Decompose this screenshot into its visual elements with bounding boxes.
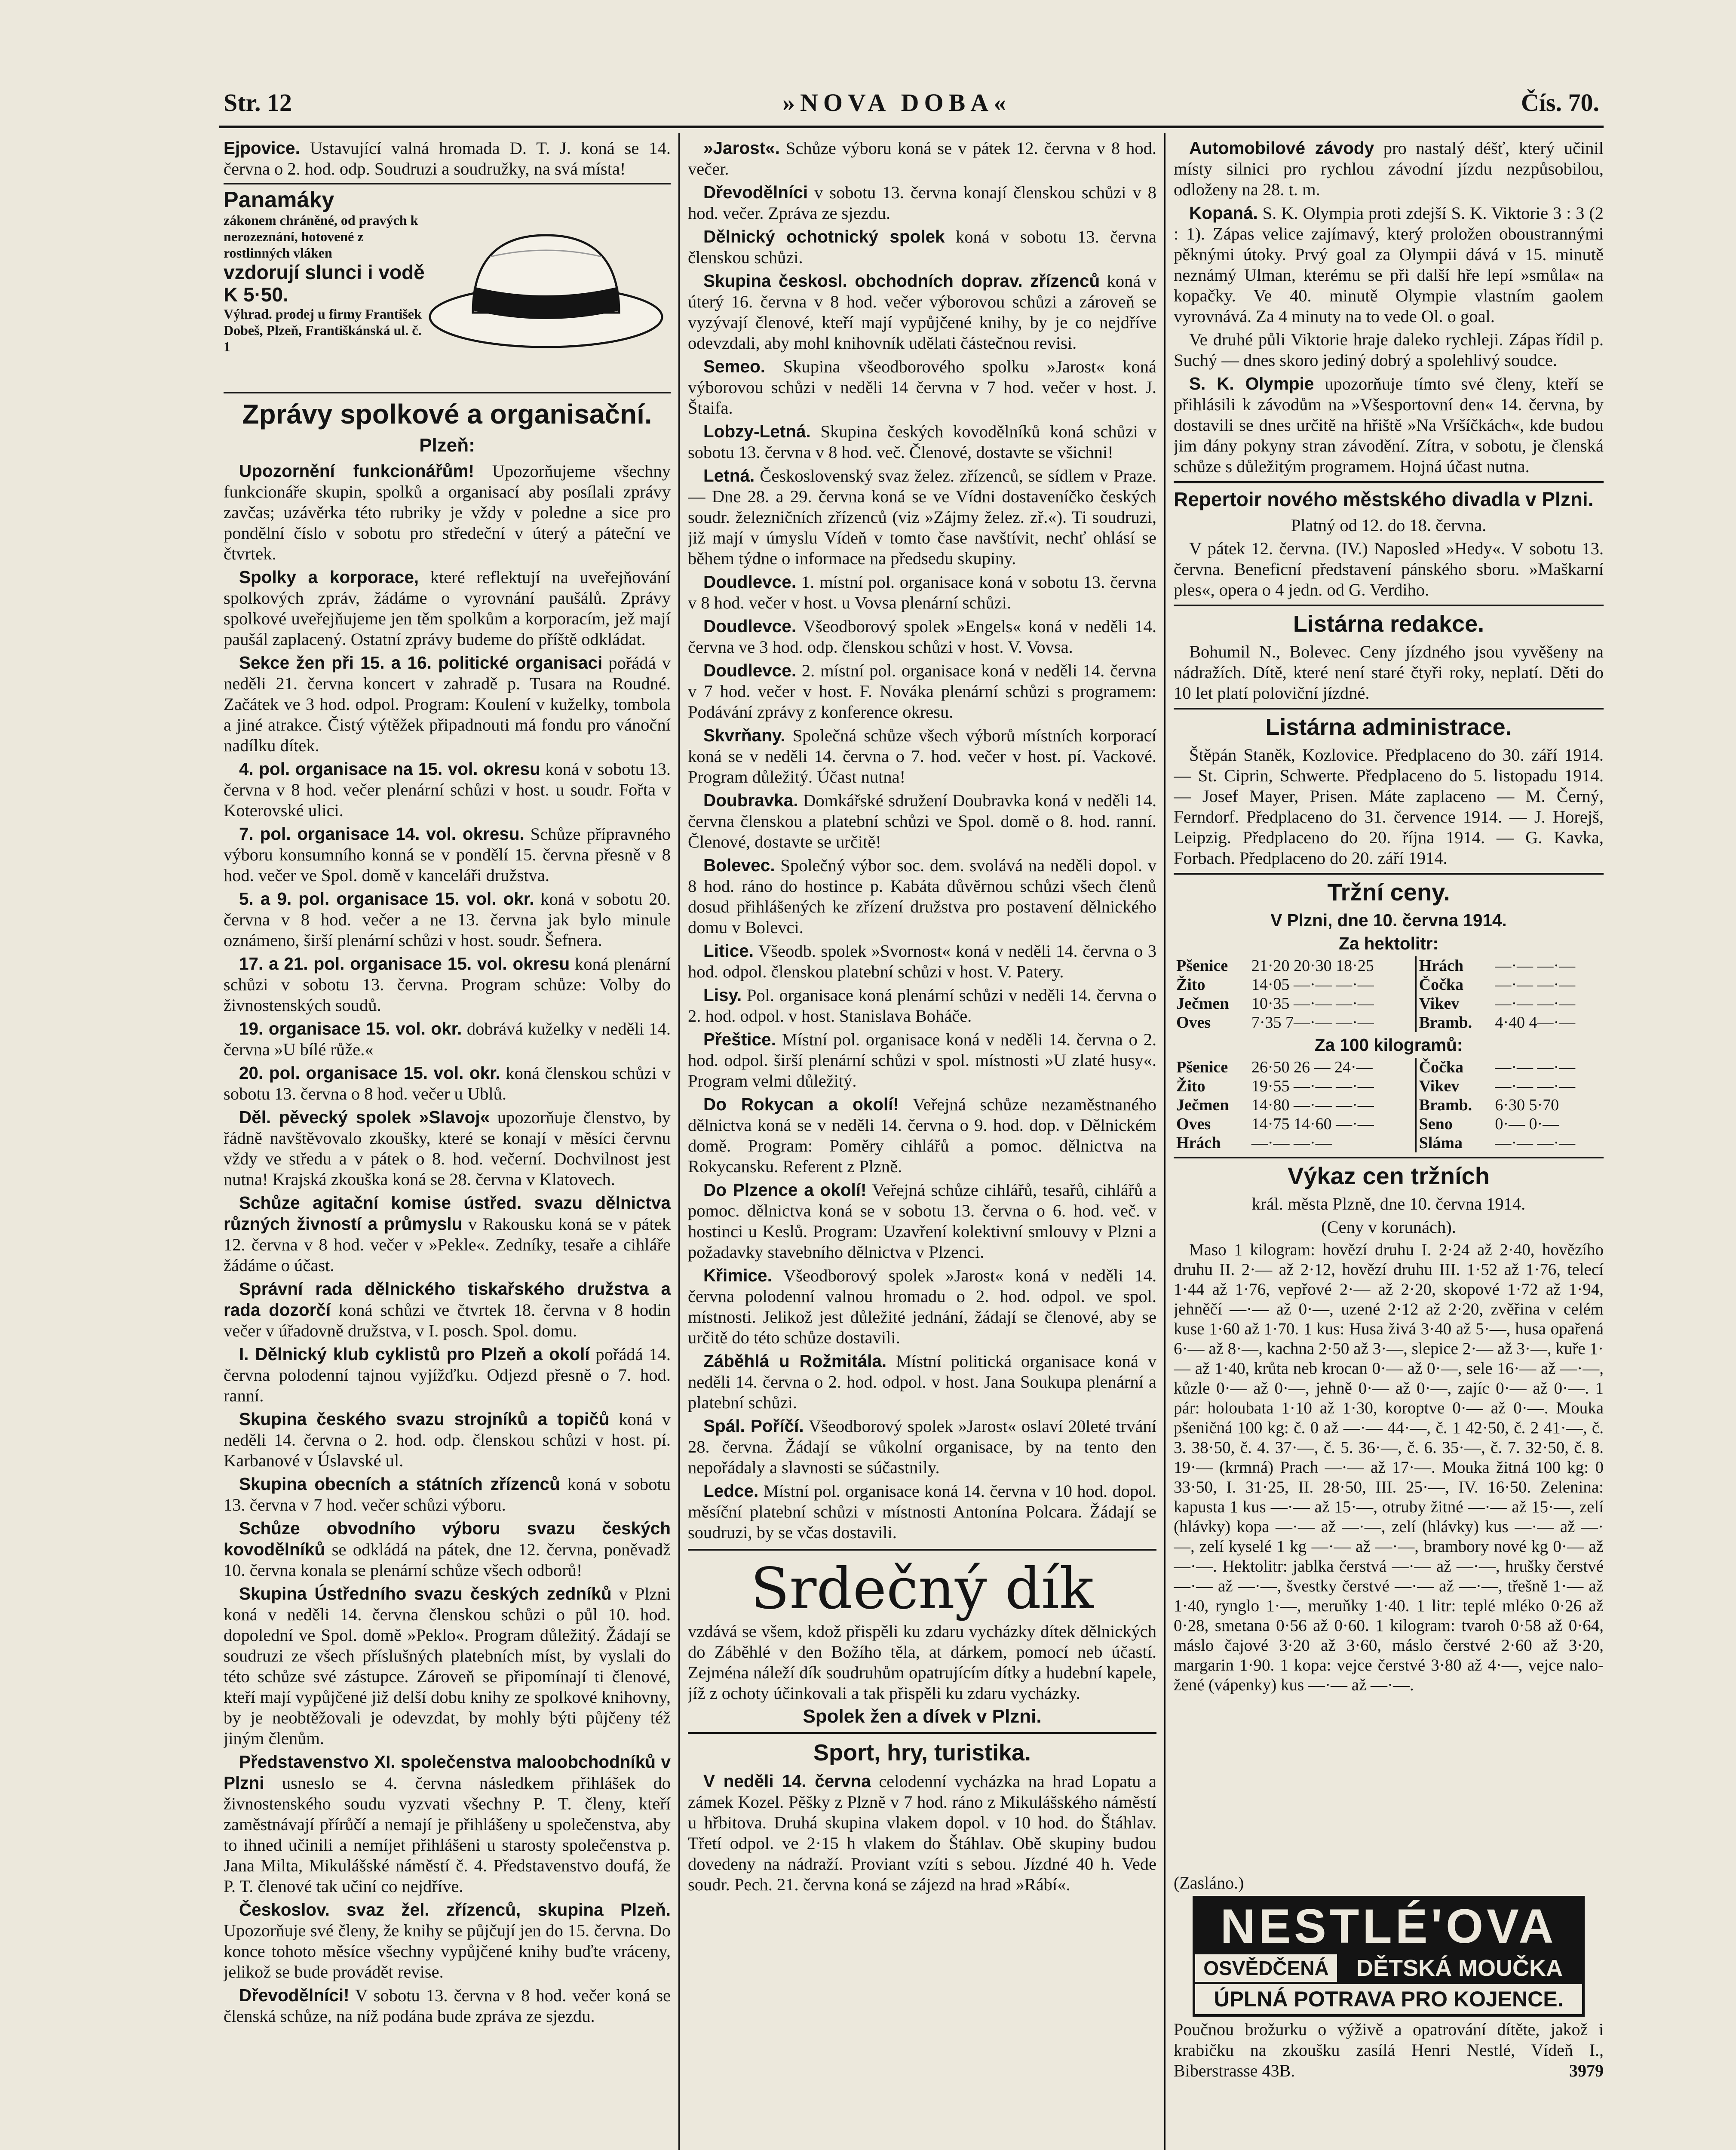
column-1	[224, 138, 671, 2150]
notice-text: V sobotu 13. června v 8 hod. večer koná se členská schůze, na níž podána bude zpráva ze sjezdu.	[224, 1986, 671, 2026]
notice-text: Veřejná schůze cihlářů, tesařů, cihlářů a pomoc. dělnictva koná se v sobotu 13. června o 6. hod. več. v hostinci u Keslů. Program: Uzavření kolektivní smlouvy v Plzni a požadavky stavebního dělnictva v Plzenci.	[688, 1180, 1156, 1262]
notice-9	[224, 1107, 671, 1190]
notice-heading: Doudlevce.	[703, 616, 797, 636]
notice-heading: Do Plzence a okolí!	[703, 1180, 867, 1200]
divider	[1174, 605, 1604, 606]
notice-text: 2. místní pol. organisace koná v neděli 14. června v 7 hod. večer v host. F. Nováka plenární schůzi s programem: Podávání zprávy z konference okresu.	[688, 661, 1156, 722]
notice-text: Skupina českých kovodělníků koná schůzi v sobotu 13. června v 8 hod. več. Členové, dostavte se všichni!	[688, 422, 1156, 462]
market-row	[1174, 975, 1604, 994]
header-rule	[219, 126, 1604, 128]
notice-heading: Spolky a korporace,	[239, 567, 419, 587]
market-row	[1174, 1115, 1604, 1133]
notice-text: Všeodb. spolek »Svornost« koná v neděli 14. června o 3 hod. odpol. členskou platební schůzi v host. V. Patery.	[688, 941, 1156, 981]
market-row	[1174, 1096, 1604, 1115]
notice-text: v Plzni koná v neděli 14. června členskou schůzi o půl 10. hod. dopolední ve Spol. domě »Peklo«. Program důležitý. Žádají se soudruzi ze všech příslušných platebních míst, by vyslali do této schůze své zástupce. Zároveň se připomínají ti členové, kteří mají vypůjčené již delší dobu knihy ze spolkové knihovny, by je neobtěžovali je odevzdat, by mohly býti půjčeny též jiným členům.	[224, 1584, 671, 1748]
notice-heading: Přeštice.	[703, 1029, 776, 1049]
notice-heading: Správní rada dělnického tiskařského družstva a rada dozorčí	[224, 1279, 671, 1320]
commodity-price: —·— —·—	[1495, 976, 1576, 994]
nestle-line-2	[1195, 1954, 1582, 1982]
divider	[688, 1549, 1156, 1551]
masthead-title: »NOVA DOBA«	[782, 89, 1012, 117]
section-subtitle: Plzeň:	[419, 435, 475, 456]
notice-8	[224, 1063, 671, 1104]
commodity-name: Oves	[1176, 1014, 1211, 1032]
column-3-notices	[1174, 138, 1604, 477]
commodity-name: Vikev	[1416, 1077, 1492, 1096]
divider	[224, 392, 671, 393]
nestle-line-3: ÚPLNÁ POTRAVA PRO KOJENCE.	[1195, 1982, 1582, 2014]
commodity-name: Bramb.	[1416, 1096, 1492, 1115]
notice-text: Schůze přípravného výboru konsumního konná se v pondělí 15. června přesně v 8 hod. večer ve Spol. domě v kanceláři družstva.	[224, 824, 671, 885]
notice-17	[688, 1179, 1156, 1262]
commodity-name: Bramb.	[1416, 1013, 1492, 1032]
thanks-text: vzdává se všem, kdož přispěli ku zdaru vycházky dítek dělnických do Záběhlé v den Božího těla, at dárkem, pomocí neb účastí. Zejména náleží dík soudruhům opatrujícím dítky a hudební kapele, jíž z ochoty účinkovali a tak přispěli ku zdaru vycházky.	[688, 1622, 1156, 1703]
commodity-price: 7·35 7—·— —·—	[1251, 1014, 1374, 1032]
column-divider-2	[1164, 133, 1166, 2150]
notice-heading: Skvrňany.	[703, 725, 785, 745]
repertoire-text: V pátek 12. června. (IV.) Naposled »Hedy«. V sobotu 13. června. Beneficní představení pánského sboru. »Maškarní ples«, opera o 4 jedn. od G. Verdiho.	[1174, 539, 1604, 599]
column-2-notices	[688, 138, 1156, 1543]
commodity-price: —·— —·—	[1495, 957, 1576, 975]
notice-13	[224, 1409, 671, 1471]
notice-text: Schůze výboru koná se v pátek 12. června v 8 hod. večer.	[688, 138, 1156, 178]
notice-10	[224, 1192, 671, 1276]
notice-text: se odkládá na pátek, dne 12. června, poněvadž 10. června konala se plenární schůze všech odborů!	[224, 1540, 671, 1580]
notice-3	[688, 270, 1156, 353]
notice-text: Společná schůze všech výborů místních korporací koná se v neděli 14. června o 7. hod. večer v host. pí. Vackové. Program důležitý. Účast nutna!	[688, 726, 1156, 786]
commodity-price: 14·05 —·— —·—	[1251, 976, 1374, 994]
commodity-name: Žito	[1176, 976, 1205, 994]
notice-heading: Sekce žen při 15. a 16. politické organisaci	[239, 653, 603, 673]
nestle-note: (Zasláno.)	[1174, 1873, 1244, 1892]
notice-text: Místní pol. organisace koná 14. června v 10 hod. dopol. měsíční platební schůzi v místnosti Antonína Polcara. Žádají se soudruzi, by se včas dostavili.	[688, 1481, 1156, 1542]
vykaz-title: Výkaz cen tržních	[1288, 1162, 1490, 1189]
commodity-price: —·— —·—	[1495, 995, 1576, 1013]
notice-14	[224, 1474, 671, 1515]
commodity-price: 21·20 20·30 18·25	[1251, 957, 1374, 975]
hat-ad-line-3: Výhrad. prodej u firmy František Dobeš, Plzeň, Františkánská ul. č. 1	[224, 306, 422, 354]
notice-heading: Letná.	[703, 466, 755, 485]
hat-ad-line-1: zákonem chráněné, od pravých k nerozeznání, hotovené z rostlinných vláken	[224, 212, 418, 261]
sport-notice-text: Ve druhé půli Viktorie hraje daleko rychleji. Zápas řídil p. Suchý — dnes skoro jediný dobrý a spolehlivý soudce.	[1174, 330, 1604, 370]
notice-text: Všeodborový spolek »Jarost« oslaví 20leté trvání 28. června. Žádají se vůkolní organisace, by na tento den nepořádaly a slavnosti se súčastnily.	[688, 1416, 1156, 1477]
listarna-administrace-text: Štěpán Staněk, Kozlovice. Předplaceno do 30. září 1914. — St. Ciprin, Schwerte. Předplaceno do 5. listopadu 1914. — Josef Mayer, Prisen. Máte zaplaceno — M. Černý, Ferndorf. Předplaceno do 31. července 1914. — J. Horejš, Leipzig. Předplaceno do 20. října 1914. — G. Kavka, Forbach. Předplaceno do 20. září 1914.	[1174, 745, 1604, 868]
nestle-proven: OSVĚDČENÁ	[1203, 1957, 1329, 1979]
notice-12	[688, 855, 1156, 938]
notice-heading: Litice.	[703, 941, 754, 961]
notice-16	[224, 1583, 671, 1749]
commodity-name: Čočka	[1416, 1058, 1492, 1077]
notice-20	[688, 1416, 1156, 1478]
commodity-name: Sláma	[1416, 1133, 1492, 1152]
notice-ejpovice: Ejpovice. Ustavující valná hromada D. T. J. koná se 14. června o 2. hod. odp. Soudruzi a soudružky, na svá místa!	[224, 138, 671, 178]
notice-heading: »Jarost«.	[703, 138, 780, 158]
notice-5	[688, 421, 1156, 463]
listarna-redakce-title: Listárna redakce.	[1293, 611, 1484, 637]
notice-heading: Bolevec.	[703, 855, 775, 875]
commodity-name: Pšenice	[1176, 1058, 1228, 1076]
notice-2	[224, 652, 671, 756]
repertoire-subtitle: Platný od 12. do 18. června.	[1291, 516, 1487, 535]
notice-8	[688, 616, 1156, 657]
notice-12	[224, 1344, 671, 1406]
notice-9	[688, 660, 1156, 722]
sport-notice: V neděli 14. června celodenní vycházka na hrad Lopatu a zámek Kozel. Pěšky z Plzně v 7 hod. ráno z Mikulášského náměstí u hřbitova. Druhá skupina vlakem dopol. v 10 hod. do Štáhlav. Třetí odpol. ve 2·15 h vlakem do Štáhlav. Obě skupiny budou dovedeny na nádraží. Proviant vzíti s sebou. Jízdné 40 h. Vede soudr. Pech. 21. června koná se zájezd na hrad »Rábí«.	[688, 1771, 1156, 1894]
notice-text: Skupina všeodborového spolku »Jarost« koná výborovou schůzi v neděli 14 června v 7 hod. večer v host. J. Štaifa.	[688, 357, 1156, 418]
commodity-name: Ječmen	[1176, 1096, 1229, 1114]
notice-text: v sobotu 13. června konají členskou schůzi v 8 hod. večer. Zpráva ze sjezdu.	[688, 183, 1156, 223]
notice-text: Veřejná schůze nezaměstnaného dělnictva koná se v neděli 14. června o 9. hod. dop. v Dělnickém domě. Program: Poměry cihlářů a pomoc. dělnictva na Rokycansku. Referent z Plzně.	[688, 1095, 1156, 1176]
notice-6	[224, 953, 671, 1016]
notice-heading: Lisy.	[703, 985, 742, 1005]
notice-text: které reflektují na uveřejňování spolkových zpráv, žádáme o vyrovnání paušálů. Zprávy spolkové uveřejňujeme jen těm spolkům a korporacím, jež mají paušál zaplacený. Ostatní zprávy budeme do příště odkládat.	[224, 568, 671, 649]
notice-text: Upozorňujeme všechny funkcionáře skupin, spolků a organisací aby posílali zprávy zavčas; uzávěrka této rubriky je vždy v poledne a sice pro pondělní číslo v sobotu pro středeční v úterý a páteční ve čtvrtek.	[224, 461, 671, 563]
notice-4	[688, 356, 1156, 418]
notice-19	[688, 1351, 1156, 1413]
sport-notice-text: pro nastalý déšť, který učinil místy silnici pro rychlou závodní jízdu nezpůsobilou, odloženy na 28. t. m.	[1174, 138, 1604, 199]
market-row	[1174, 956, 1604, 975]
sport-notice-heading: Kopaná.	[1189, 203, 1258, 223]
notice-heading: I. Dělnický klub cyklistů pro Plzeň a okolí	[239, 1344, 590, 1364]
notice-heading: Křimice.	[703, 1265, 772, 1285]
notice-2	[688, 226, 1156, 268]
divider	[1174, 481, 1604, 483]
page-number: Str. 12	[224, 89, 292, 117]
sport-notice-3	[1174, 373, 1604, 477]
notice-18	[224, 1899, 671, 1982]
notice-10	[688, 725, 1156, 787]
notice-heading: Schůze obvodního výboru svazu českých kovodělníků	[224, 1518, 671, 1559]
notice-heading: Dělnický ochotnický spolek	[703, 227, 945, 246]
commodity-price: —·— —·—	[1495, 1134, 1576, 1152]
notice-heading: 17. a 21. pol. organisace 15. vol. okresu	[239, 954, 570, 974]
market-row	[1174, 1133, 1604, 1152]
commodity-price: —·— —·—	[1251, 1134, 1332, 1152]
commodity-price: 19·55 —·— —·—	[1251, 1077, 1374, 1095]
notice-4	[224, 823, 671, 886]
notice-heading: Dřevodělníci	[703, 182, 808, 202]
market-table-hectolitre	[1174, 956, 1604, 1032]
notice-heading: Schůze agitační komise ústřed. svazu dělnictva různých živností a průmyslu	[224, 1193, 671, 1234]
notice-text: usneslo se 4. června následkem přihlášek do živnostenského soudu vyzvati všechny P. T. členy, kteří zaměstnávají přírůčí a nemají je přihlášeny u společenstva, aby to ihned učinili a nemíjet přihlášeni u starosty společenstva p. Jana Milta, Mikulášské náměstí č. 4. Představenstvo doufá, že P. T. členové tak učiní co nejdříve.	[224, 1773, 671, 1896]
notice-text: koná v úterý 16. června v 8 hod. večer výborovou schůzi a zároveň se vyzývají členové, kteří mají vypůjčené knihy, by je co nejdříve odevzdali, aby mohl knihovník udělati částečnou revisi.	[688, 271, 1156, 353]
notice-text: Domkářské sdružení Doubravka koná v neděli 14. června členskou a platební schůzi ve Spol. domě o 8. hod. ranní. Členové, dostavte se určitě!	[688, 791, 1156, 851]
market-row	[1174, 1013, 1604, 1032]
notice-heading: 19. organisace 15. vol. okr.	[239, 1019, 462, 1038]
notice-text: Místní pol. organisace koná v neděli 14. června o 2. hod. odpol. širší plenární schůzi v spol. místnosti »U zlaté husy«. Program velmi důležitý.	[688, 1030, 1156, 1090]
notice-text: Upozorňuje své členy, že knihy se půjčují jen do 15. června. Do konce tohoto měsíce všechny vypůjčené knihy buďte vráceny, jelikož se bude provádět revise.	[224, 1921, 671, 1981]
notice-7	[224, 1018, 671, 1060]
commodity-name: Vikev	[1416, 994, 1492, 1013]
sport-notice-0	[1174, 138, 1604, 200]
notice-7	[688, 571, 1156, 613]
notice-19	[224, 1985, 671, 2027]
hat-ad-line-2: vzdorují slunci i vodě K 5·50.	[224, 261, 425, 306]
notice-heading: Skupina Ústředního svazu českých zedníků	[239, 1584, 612, 1603]
vykaz-subtitle-2: (Ceny v korunách).	[1321, 1217, 1456, 1237]
hat-ad-heading: Panamáky	[224, 187, 334, 212]
notice-17	[224, 1751, 671, 1897]
notice-text: Všeodborový spolek »Jarost« koná v neděli 14. června polodenní valnou hromadu o 2. hod. odpol. ve spol. místnosti. Jelikož jest důležité jednání, žádají se členové, aby se určitě do této schůze dostavili.	[688, 1266, 1156, 1347]
notice-heading: Představenstvo XI. společenstva maloobchodníků v Plzni	[224, 1752, 671, 1793]
notice-text: upozorňuje členstvo, by řádně navštěvovalo zkoušky, které se konají v měsíci červnu vždy ve středu a v pátek o 8. hod. večerní. Dochvilnost jest nutna! Krajská zkouška koná se 28. června v Klatovech.	[224, 1108, 671, 1189]
sport-notice-2	[1174, 329, 1604, 371]
notice-heading: Doudlevce.	[703, 572, 797, 592]
notice-text: Místní politická organisace koná v neděli 14. června o 2. hod. odpol. v host. Jana Soukupa plenární a platební schůzi.	[688, 1351, 1156, 1412]
nestle-logo-box	[1193, 1896, 1585, 2017]
notice-heading: Do Rokycan a okolí!	[703, 1094, 899, 1114]
commodity-name: Hrách	[1416, 956, 1492, 975]
notice-heading: Ledce.	[703, 1481, 759, 1501]
notice-text: pořádá v neděli 21. června koncert v zahradě p. Tusara na Roudné. Začátek ve 3 hod. odpol. Program: Koulení v kuželky, tombola a jiné atrakce. Čistý výtěžek připadnouti má fondu pro vánoční nadílku dítek.	[224, 653, 671, 755]
notice-21	[688, 1480, 1156, 1543]
market-unit-hectolitre: Za hektolitr:	[1339, 934, 1438, 953]
notice-text: koná v sobotu 13. června členskou schůzi.	[688, 227, 1156, 267]
notice-heading: Doubravka.	[703, 790, 798, 810]
notice-0	[224, 461, 671, 564]
column-divider-1	[678, 133, 680, 2150]
notice-text: Společný výbor soc. dem. svolává na neděli dopol. v 8 hod. ráno do hostince p. Kabáta důvěrnou schůzi všech členů dosud přihlášených ke zřízení družstva pro postavení dělnického domu v Bolevci.	[688, 856, 1156, 937]
notice-heading: Doudlevce.	[703, 660, 797, 680]
notice-3	[224, 759, 671, 821]
notice-heading: Spál. Poříčí.	[703, 1416, 804, 1436]
page-header	[224, 88, 1599, 123]
repertoire-title: Repertoir nového městského divadla v Plzni.	[1174, 488, 1594, 510]
commodity-name: Pšenice	[1176, 957, 1228, 975]
notice-heading: Skupina českého svazu strojníků a topičů	[239, 1409, 610, 1429]
commodity-price: 10·35 —·— —·—	[1251, 995, 1374, 1013]
notice-11	[224, 1278, 671, 1341]
commodity-name: Ječmen	[1176, 995, 1229, 1013]
commodity-price: 14·75 14·60 —·—	[1251, 1115, 1374, 1133]
nestle-brand: NESTLÉ'OVA	[1195, 1898, 1582, 1954]
vykaz-subtitle: král. města Plzně, dne 10. června 1914.	[1251, 1194, 1526, 1213]
notice-text: pořádá 14. června polodenní tajnou vyjížďku. Odjezd přesně o 7. hod. ranní.	[224, 1345, 671, 1405]
divider	[1174, 708, 1604, 710]
commodity-name: Čočka	[1416, 975, 1492, 994]
section-title: Zprávy spolkové a organisační.	[242, 399, 652, 430]
notice-5	[224, 888, 671, 951]
notice-18	[688, 1265, 1156, 1348]
market-table-100kg	[1174, 1058, 1604, 1152]
issue-number: Čís. 70.	[1521, 89, 1599, 117]
notice-text: Pol. organisace koná plenární schůzi v neděli 14. června o 2. hod. odpol. v host. Stanislava Boháče.	[688, 986, 1156, 1026]
commodity-price: —·— —·—	[1495, 1077, 1576, 1095]
column-3	[1174, 138, 1604, 2150]
notice-text: koná v sobotu 13. června v 7 hod. večer schůzi výboru.	[224, 1474, 671, 1514]
market-row	[1174, 1058, 1604, 1077]
notice-text: koná členskou schůzi v sobotu 13. června o 8 hod. večer u Ublů.	[224, 1063, 671, 1103]
notice-text: v Rakousku koná se v pátek 12. června v 8 hod. večer v »Pekle«. Zedníky, tesaře a cihláře žádáme o účast.	[224, 1214, 671, 1275]
market-title: Tržní ceny.	[1327, 878, 1450, 906]
listarna-redakce-text: Bohumil N., Bolevec. Ceny jízdného jsou vyvěšeny na nádražích. Dítě, které není staré čtyři roky, neplatí. Děti do 10 let platí poloviční jízdné.	[1174, 642, 1604, 703]
notice-text: koná schůzi ve čtvrtek 18. června v 8 hodin večer v úřadovně družstva, v I. posch. Spol. domu.	[224, 1300, 671, 1340]
panama-hat-image	[426, 209, 666, 351]
sport-notice-text: S. K. Olympia proti zdejší S. K. Viktorie 3 : 3 (2 : 1). Zápas velice zajímavý, který proložen oboustrannými pěknými útoky. Prvý goal za Olympii dává v 15. minutě neznámý Ulman, kterému se při další hře lepí »smůla« na kopačky. Ve 40. minutě Olympie vlastním gaolem vyrovnává. Za 4 minuty na to vede Ol. o goal.	[1174, 203, 1604, 326]
notice-1	[224, 567, 671, 650]
notice-heading: Dřevodělníci!	[239, 1985, 350, 2005]
nestle-text: Poučnou brožurku o výživě a opatrování dítěte, jakož i krabičku na zkoušku zasílá Henri Nestlé, Vídeň I., Biberstrasse 43B. 3979	[1174, 2020, 1604, 2080]
hat-advertisement	[224, 188, 671, 390]
nestle-advertisement	[1174, 1873, 1604, 2150]
notice-13	[688, 940, 1156, 982]
sport-notice-heading: Automobilové závody	[1189, 138, 1374, 158]
commodity-name: Hrách	[1176, 1134, 1221, 1152]
nestle-product: DĚTSKÁ MOUČKA	[1337, 1954, 1582, 1982]
notice-text: Všeodborový spolek »Engels« koná v neděli 14. června ve 3 hod. odp. členskou schůzi v host. V. Vovsa.	[688, 617, 1156, 657]
divider	[688, 1732, 1156, 1734]
notice-0	[688, 138, 1156, 179]
notice-heading: Upozornění funkcionářům!	[239, 461, 474, 481]
commodity-price: 6·30 5·70	[1495, 1096, 1559, 1114]
notice-text: koná v sobotu 20. června v 8 hod. večer a ne 13. června jak bylo minule oznámeno, širší plenární schůzi v host. soudr. Šefnera.	[224, 889, 671, 950]
commodity-name: Žito	[1176, 1077, 1205, 1095]
notice-heading: Skupina obecních a státních zřízenců	[239, 1474, 560, 1494]
notice-heading: 7. pol. organisace 14. vol. okresu.	[239, 824, 524, 844]
notice-11	[688, 790, 1156, 852]
market-row	[1174, 1077, 1604, 1096]
notice-text: koná v neděli 14. června o 2. hod. odp. členskou schůzi v host. pí. Karbanové v Úslavské ul.	[224, 1410, 671, 1470]
sport-title: Sport, hry, turistika.	[813, 1740, 1031, 1766]
listarna-administrace-title: Listárna administrace.	[1265, 714, 1512, 740]
thanks-signature: Spolek žen a dívek v Plzni.	[803, 1706, 1042, 1727]
sport-notice-heading: S. K. Olympie	[1189, 374, 1314, 393]
notice-text: 1. místní pol. organisace koná v sobotu 13. června v 8 hod. večer v host. u Vovsa plenární schůzi.	[688, 572, 1156, 612]
thanks-title: Srdečný dík	[750, 1556, 1094, 1622]
notice-text: koná v sobotu 13. června v 8 hod. večer plenární schůzi v host. u soudr. Fořta v Koterovské ulici.	[224, 759, 671, 820]
market-place-date: V Plzni, dne 10. června 1914.	[1270, 910, 1507, 930]
notice-text: koná plenární schůzi v sobotu 13. června. Program schůze: Volby do živnostenských soudů.	[224, 954, 671, 1015]
notice-14	[688, 985, 1156, 1026]
commodity-price: —·— —·—	[1495, 1058, 1576, 1076]
sport-notice-text: upozorňuje tímto své členy, kteří se přihlásili k závodům na »Všesportovní den« 14. června, by dostavili se dnes určitě na hřiště »Na Vršíčkách«, kde budou jim dány pokyny stran závodění. Zítra, v sobotu, je členská schůze s důležitým programem. Hojná účast nutna.	[1174, 374, 1604, 476]
commodity-price: 0·— 0·—	[1495, 1115, 1559, 1133]
nestle-code: 3979	[1569, 2061, 1604, 2080]
commodity-name: Oves	[1176, 1115, 1211, 1133]
notice-heading: Skupina českosl. obchodních doprav. zřízenců	[703, 271, 1100, 291]
commodity-price: 4·40 4—·—	[1495, 1014, 1576, 1032]
notice-15	[688, 1029, 1156, 1091]
notice-heading: 5. a 9. pol. organisace 15. vol. okr.	[239, 889, 534, 909]
notice-heading: Českoslov. svaz žel. zřízenců, skupina Plzeň.	[239, 1900, 671, 1920]
notice-heading: 20. pol. organisace 15. vol. okr.	[239, 1063, 500, 1083]
notice-heading: Záběhlá u Rožmitála.	[703, 1351, 887, 1371]
commodity-price: 26·50 26 — 24·—	[1251, 1058, 1373, 1076]
vykaz-text: Maso 1 kilogram: hovězí druhu I. 2·24 až 2·40, hovězího druhu II. 2·— až 2·12, hovězí druhu III. 1·52 až 1·76, telecí 1·44 až 1·76, vepřové 2·— až 2·20, skopové 1·72 až 1·94, jehněčí —·— až 0·—, uzené 2·12 až 2·20, zvěřina v celém kuse 1·60 až 1·70. 1 kus: Husa živá 3·40 až 5·—, husa opařená 6·— až 8·—, kachna 2·50 až 3·—, slepice 2·— až 3·—, kuře 1·— až 1·40, krůta neb krocan 0·— až 0·—, sele 16·— až —·—, kůzle 0·— až 0·—, jehně 0·— až 0·—, zajíc 0·— až 0·—. 1 pár: holoubata 1·10 až 1·30, koroptve 0·— až 0·—. Mouka pšeničná 100 kg: č. 0 až —·— 44·—, č. 1 42·50, č. 2 41·—, č. 3. 38·50, č. 4. 37·—, č. 5. 36·—, č. 6. 35·—, č. 7. 32·50, č. 8. 19·— (krmná) Prach —·— až 17·—. Mouka žitná 100 kg: 0 33·50, I. 31·25, II. 28·50, III. 25·—, IV. 16·50. Zelenina: kapusta 1 kus —·— až 15·—, otruby žitné —·— až 15·—, zelí (hlávky) kopa —·— až —·—, zelí (hlávky) kus —·— až —·—, zelí kyselé 1 kg —·— až —·—, brambory nové kg 0·— až —·—. Hektolitr: jablka čerstvá —·— až —·—, hrušky čerstvé —·— až —·—, švestky čerstvé —·— až —·—, třešně 1·— až 1·40, rynglo 1·—, meruňky 1·40. 1 litr: teplé mléko 0·26 až 0·28, smetana 0·56 až 0·60. 1 kilogram: tvaroh 0·58 až 0·64, máslo čajové 3·20 až 3·60, máslo čerstvé 2·60 až 3·20, margarin 1·90. 1 kopa: vejce čerstvé 3·80 až 4·—, vejce naložené (vápenky) kus —·— až —·—.	[1174, 1241, 1604, 1694]
notice-text: Československý svaz želez. zřízenců, se sídlem v Praze. — Dne 28. a 29. června koná se ve Vídni dostaveníčko českých soudr. železničních zřízenců (viz »Zájmy želez. zř.«). Ti soudruzi, již mají v úmyslu Vídeň v tomto čase navštívit, nechť ohlásí se během týdne o informace na předsedu skupiny.	[688, 466, 1156, 568]
notice-heading: 4. pol. organisace na 15. vol. okresu	[239, 759, 540, 779]
market-row	[1174, 994, 1604, 1013]
notice-text: dobrává kuželky v neděli 14. června »U bílé růže.«	[224, 1019, 671, 1059]
column-2	[688, 138, 1156, 2150]
notice-1	[688, 182, 1156, 224]
divider	[224, 183, 671, 184]
sport-notice-1	[1174, 203, 1604, 327]
notice-16	[688, 1094, 1156, 1177]
commodity-name: Seno	[1416, 1115, 1492, 1133]
notice-6	[688, 465, 1156, 569]
notice-heading: Lobzy-Letná.	[703, 421, 811, 441]
commodity-price: 14·80 —·— —·—	[1251, 1096, 1374, 1114]
divider	[1174, 1157, 1604, 1158]
notice-heading: Semeo.	[703, 356, 766, 376]
market-unit-100kg: Za 100 kilogramů:	[1314, 1035, 1463, 1055]
divider	[1174, 873, 1604, 875]
thanks-notice	[688, 1557, 1156, 1727]
column-1-notices	[224, 461, 671, 2027]
notice-heading: Děl. pěvecký spolek »Slavoj«	[239, 1107, 490, 1127]
notice-15	[224, 1518, 671, 1581]
